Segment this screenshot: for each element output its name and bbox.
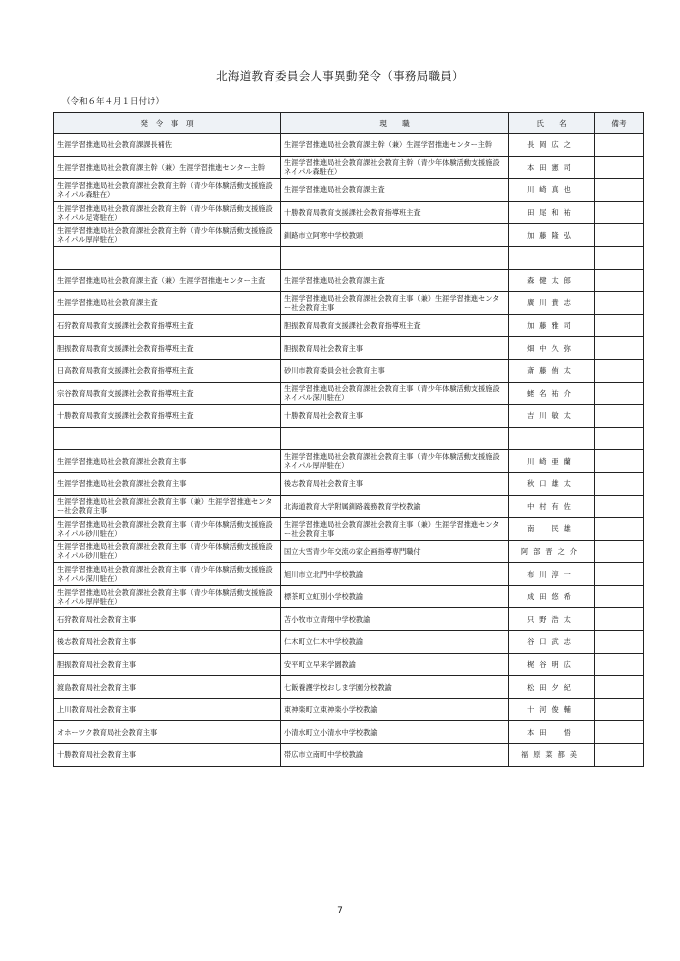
cell-biko bbox=[595, 201, 644, 224]
cell-biko bbox=[595, 518, 644, 541]
cell-genshoku: 十勝教育局社会教育主事 bbox=[281, 405, 509, 428]
cell-genshoku: 生涯学習推進局社会教育課主査 bbox=[281, 179, 509, 202]
cell-hatsurei: オホーツク教育局社会教育主事 bbox=[54, 721, 281, 744]
cell-biko bbox=[595, 698, 644, 721]
cell-biko bbox=[595, 337, 644, 360]
cell-genshoku: 苫小牧市立青翔中学校教諭 bbox=[281, 608, 509, 631]
cell-biko bbox=[595, 744, 644, 767]
cell-biko bbox=[595, 427, 644, 450]
cell-name: 南 民雄 bbox=[509, 518, 595, 541]
cell-name: 松田夕紀 bbox=[509, 676, 595, 699]
table-row bbox=[54, 337, 644, 360]
cell-genshoku: 十勝教育局教育支援課社会教育指導班主査 bbox=[281, 201, 509, 224]
table-row bbox=[54, 563, 644, 586]
cell-name: 阿部晋之介 bbox=[509, 540, 595, 563]
header-hatsurei: 発 令 事 項 bbox=[54, 113, 281, 134]
cell-genshoku: 生涯学習推進局社会教育課社会教育主事（兼）生涯学習推進センター社会教育主事 bbox=[281, 292, 509, 315]
table-row bbox=[54, 246, 644, 269]
cell-hatsurei: 生涯学習推進局社会教育課社会教育主事（兼）生涯学習推進センター社会教育主事 bbox=[54, 495, 281, 518]
cell-hatsurei: 日高教育局教育支援課社会教育指導班主査 bbox=[54, 359, 281, 382]
cell-genshoku: 後志教育局社会教育主事 bbox=[281, 472, 509, 495]
cell-genshoku: 小清水町立小清水中学校教諭 bbox=[281, 721, 509, 744]
cell-hatsurei: 上川教育局社会教育主事 bbox=[54, 698, 281, 721]
table-row bbox=[54, 631, 644, 654]
cell-name: 福原菜都美 bbox=[509, 744, 595, 767]
cell-name: 吉川敏太 bbox=[509, 405, 595, 428]
cell-name: 十河俊輔 bbox=[509, 698, 595, 721]
cell-biko bbox=[595, 179, 644, 202]
cell-genshoku: 標茶町立虹別小学校教諭 bbox=[281, 585, 509, 608]
cell-name: 布川淳一 bbox=[509, 563, 595, 586]
cell-name: 本田憲司 bbox=[509, 156, 595, 179]
cell-biko bbox=[595, 495, 644, 518]
document-title: 北海道教育委員会人事異動発令（事務局職員） bbox=[216, 69, 464, 83]
cell-hatsurei: 生涯学習推進局社会教育課社会教育主事（青少年体験活動支援施設ネイパル厚岸駐在） bbox=[54, 585, 281, 608]
cell-hatsurei: 石狩教育局教育支援課社会教育指導班主査 bbox=[54, 314, 281, 337]
cell-genshoku: 生涯学習推進局社会教育課主査 bbox=[281, 269, 509, 292]
cell-name: 中村有佐 bbox=[509, 495, 595, 518]
table-row bbox=[54, 314, 644, 337]
table-row bbox=[54, 676, 644, 699]
cell-name: 川崎真也 bbox=[509, 179, 595, 202]
cell-biko bbox=[595, 359, 644, 382]
cell-biko bbox=[595, 563, 644, 586]
cell-hatsurei: 生涯学習推進局社会教育課社会教育主幹（青少年体験活動支援施設ネイパル足寄駐在） bbox=[54, 201, 281, 224]
table-row bbox=[54, 495, 644, 518]
cell-biko bbox=[595, 224, 644, 247]
header-genshoku: 現 職 bbox=[281, 113, 509, 134]
table-row bbox=[54, 698, 644, 721]
cell-biko bbox=[595, 721, 644, 744]
table-row bbox=[54, 156, 644, 179]
cell-biko bbox=[595, 382, 644, 405]
cell-name: 本田 悟 bbox=[509, 721, 595, 744]
cell-biko bbox=[595, 653, 644, 676]
table-row bbox=[54, 653, 644, 676]
table-row bbox=[54, 179, 644, 202]
cell-name: 秋口雄太 bbox=[509, 472, 595, 495]
cell-name: 谷口武志 bbox=[509, 631, 595, 654]
cell-hatsurei: 石狩教育局社会教育主事 bbox=[54, 608, 281, 631]
table-row bbox=[54, 450, 644, 473]
table-row bbox=[54, 269, 644, 292]
table-row bbox=[54, 382, 644, 405]
cell-name: 廣川貴志 bbox=[509, 292, 595, 315]
cell-biko bbox=[595, 472, 644, 495]
cell-genshoku: 砂川市教育委員会社会教育主事 bbox=[281, 359, 509, 382]
table-header-row bbox=[54, 113, 644, 134]
table-row bbox=[54, 540, 644, 563]
cell-genshoku: 旭川市立北門中学校教諭 bbox=[281, 563, 509, 586]
cell-name: 加藤雅司 bbox=[509, 314, 595, 337]
table-row bbox=[54, 585, 644, 608]
cell-hatsurei: 宗谷教育局教育支援課社会教育指導班主査 bbox=[54, 382, 281, 405]
cell-genshoku: 胆振教育局教育支援課社会教育指導班主査 bbox=[281, 314, 509, 337]
cell-genshoku: 生涯学習推進局社会教育課社会教育主事（兼）生涯学習推進センター社会教育主事 bbox=[281, 518, 509, 541]
page-number: 7 bbox=[337, 906, 343, 916]
cell-hatsurei: 後志教育局社会教育主事 bbox=[54, 631, 281, 654]
cell-name: 田尾和祐 bbox=[509, 201, 595, 224]
cell-name: 只野浩太 bbox=[509, 608, 595, 631]
cell-genshoku: 七飯養護学校おしま学園分校教諭 bbox=[281, 676, 509, 699]
table-row bbox=[54, 359, 644, 382]
cell-biko bbox=[595, 134, 644, 157]
table-row bbox=[54, 134, 644, 157]
cell-biko bbox=[595, 631, 644, 654]
cell-name: 畑中久弥 bbox=[509, 337, 595, 360]
cell-genshoku: 生涯学習推進局社会教育課社会教育主幹（青少年体験活動支援施設ネイパル森駐在） bbox=[281, 156, 509, 179]
cell-hatsurei bbox=[54, 427, 281, 450]
cell-genshoku: 釧路市立阿寒中学校教頭 bbox=[281, 224, 509, 247]
cell-biko bbox=[595, 269, 644, 292]
cell-name: 成田悠希 bbox=[509, 585, 595, 608]
cell-genshoku: 仁木町立仁木中学校教諭 bbox=[281, 631, 509, 654]
cell-name: 長岡広之 bbox=[509, 134, 595, 157]
cell-genshoku bbox=[281, 246, 509, 269]
cell-hatsurei: 生涯学習推進局社会教育課主査 bbox=[54, 292, 281, 315]
table-row bbox=[54, 608, 644, 631]
cell-hatsurei: 生涯学習推進局社会教育課主幹（兼）生涯学習推進センター主幹 bbox=[54, 156, 281, 179]
cell-hatsurei: 生涯学習推進局社会教育課社会教育主幹（青少年体験活動支援施設ネイパル森駐在） bbox=[54, 179, 281, 202]
table-row bbox=[54, 744, 644, 767]
cell-genshoku: 帯広市立南町中学校教諭 bbox=[281, 744, 509, 767]
cell-biko bbox=[595, 246, 644, 269]
cell-genshoku: 東神楽町立東神楽小学校教諭 bbox=[281, 698, 509, 721]
cell-genshoku: 生涯学習推進局社会教育課社会教育主事（青少年体験活動支援施設ネイパル深川駐在） bbox=[281, 382, 509, 405]
cell-genshoku: 国立大雪青少年交流の家企画指導専門職付 bbox=[281, 540, 509, 563]
cell-hatsurei: 渡島教育局社会教育主事 bbox=[54, 676, 281, 699]
table-row bbox=[54, 292, 644, 315]
header-shimei: 氏 名 bbox=[509, 113, 595, 134]
cell-biko bbox=[595, 676, 644, 699]
cell-genshoku: 生涯学習推進局社会教育課社会教育主事（青少年体験活動支援施設ネイパル厚岸駐在） bbox=[281, 450, 509, 473]
cell-name bbox=[509, 246, 595, 269]
cell-genshoku bbox=[281, 427, 509, 450]
cell-name: 森健太郎 bbox=[509, 269, 595, 292]
table-row bbox=[54, 518, 644, 541]
table-row bbox=[54, 201, 644, 224]
cell-hatsurei: 生涯学習推進局社会教育課社会教育主事 bbox=[54, 450, 281, 473]
cell-hatsurei: 生涯学習推進局社会教育課社会教育主事（青少年体験活動支援施設ネイパル砂川駐在） bbox=[54, 540, 281, 563]
cell-hatsurei: 生涯学習推進局社会教育課主査（兼）生涯学習推進センター主査 bbox=[54, 269, 281, 292]
cell-name bbox=[509, 427, 595, 450]
cell-hatsurei: 胆振教育局教育支援課社会教育指導班主査 bbox=[54, 337, 281, 360]
personnel-table bbox=[53, 112, 644, 767]
cell-hatsurei: 生涯学習推進局社会教育課社会教育主事（青少年体験活動支援施設ネイパル深川駐在） bbox=[54, 563, 281, 586]
cell-biko bbox=[595, 314, 644, 337]
table-row bbox=[54, 472, 644, 495]
table-row bbox=[54, 405, 644, 428]
table-body bbox=[54, 134, 644, 767]
cell-biko bbox=[595, 585, 644, 608]
cell-hatsurei: 生涯学習推進局社会教育課社会教育主事 bbox=[54, 472, 281, 495]
issue-date: （令和６年４月１日付け） bbox=[62, 97, 165, 107]
cell-name: 梶谷明広 bbox=[509, 653, 595, 676]
cell-biko bbox=[595, 292, 644, 315]
table-row bbox=[54, 721, 644, 744]
cell-hatsurei: 十勝教育局社会教育主事 bbox=[54, 744, 281, 767]
table-row bbox=[54, 224, 644, 247]
cell-genshoku: 胆振教育局社会教育主事 bbox=[281, 337, 509, 360]
cell-biko bbox=[595, 450, 644, 473]
cell-genshoku: 北海道教育大学附属釧路義務教育学校教諭 bbox=[281, 495, 509, 518]
cell-hatsurei: 生涯学習推進局社会教育課社会教育主幹（青少年体験活動支援施設ネイパル厚岸駐在） bbox=[54, 224, 281, 247]
cell-name: 加藤隆弘 bbox=[509, 224, 595, 247]
cell-name: 斎藤侑太 bbox=[509, 359, 595, 382]
cell-hatsurei: 生涯学習推進局社会教育課社会教育主事（青少年体験活動支援施設ネイパル砂川駐在） bbox=[54, 518, 281, 541]
cell-biko bbox=[595, 540, 644, 563]
cell-biko bbox=[595, 405, 644, 428]
cell-name: 蛯名祐介 bbox=[509, 382, 595, 405]
cell-name: 川崎亜蘭 bbox=[509, 450, 595, 473]
cell-hatsurei: 胆振教育局社会教育主事 bbox=[54, 653, 281, 676]
cell-biko bbox=[595, 608, 644, 631]
cell-biko bbox=[595, 156, 644, 179]
cell-hatsurei: 生涯学習推進局社会教育課課長補佐 bbox=[54, 134, 281, 157]
table-row bbox=[54, 427, 644, 450]
cell-hatsurei bbox=[54, 246, 281, 269]
cell-hatsurei: 十勝教育局教育支援課社会教育指導班主査 bbox=[54, 405, 281, 428]
header-biko: 備考 bbox=[595, 113, 644, 134]
cell-genshoku: 生涯学習推進局社会教育課主幹（兼）生涯学習推進センター主幹 bbox=[281, 134, 509, 157]
cell-genshoku: 安平町立早来学園教諭 bbox=[281, 653, 509, 676]
